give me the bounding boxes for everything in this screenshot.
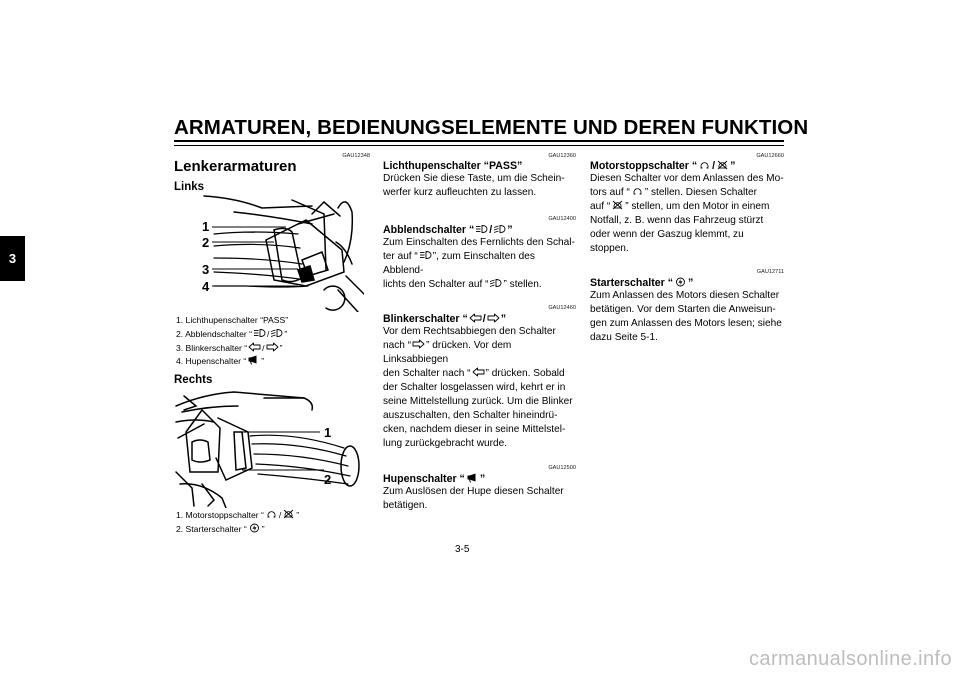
- section-text: Vor dem Rechtsabbiegen den Schalter nach “ ” drücken. Vor dem Linksabbiegen den Schalter nach “ ” drücken. Sobald der Schalter losgelassen wird, kehrt er in seine Mittelstellung zurück. Um die Blinker auszuschalten, den Schalter hineindrü-cken, nachdem dieser in seine Mittelstel-lung zurückgebracht wurde.: [383, 326, 573, 449]
- caption-4: 4. Hupenschalter “ ”: [176, 356, 265, 366]
- starter-icon: [248, 523, 261, 533]
- turn-left-icon: [469, 313, 482, 323]
- section-code: GAU12711: [756, 269, 784, 276]
- callout-3: 3: [202, 262, 210, 277]
- engine-stop-icon: [282, 509, 295, 519]
- section-heading: Lichthupenschalter “PASS”: [383, 160, 523, 172]
- section-code: GAU12660: [756, 153, 784, 159]
- engine-run-icon: [698, 160, 711, 170]
- low-beam-icon: [493, 224, 506, 234]
- turn-left-icon: [472, 367, 485, 377]
- section-code: GAU12348: [342, 153, 370, 159]
- engine-run-icon: [631, 186, 644, 196]
- section-heading: Blinkerschalter “ / ”: [383, 313, 507, 326]
- left-handlebar-illustration: [174, 194, 364, 312]
- turn-right-icon: [487, 313, 500, 323]
- callout-4: 4: [202, 279, 210, 294]
- section-heading: Lenkerarmaturen: [174, 158, 297, 175]
- section-code: GAU12360: [548, 153, 576, 159]
- starter-icon: [674, 277, 687, 287]
- caption-r2: 2. Starterschalter “ ”: [176, 524, 265, 534]
- section-code: GAU12400: [548, 215, 576, 222]
- turn-right-icon: [266, 342, 279, 352]
- turn-right-icon: [412, 339, 425, 349]
- title-subrule: [174, 145, 784, 146]
- section-code: GAU12500: [548, 464, 576, 471]
- links-label: Links: [174, 181, 205, 193]
- right-handlebar-illustration: [174, 388, 364, 508]
- low-beam-icon: [270, 328, 283, 338]
- section-heading: Starterschalter “ ”: [590, 277, 694, 290]
- section-text: Diesen Schalter vor dem Anlassen des Mo- tors auf “ ” stellen. Diesen Schalter auf “ ” stellen, um den Motor in einem Notfall, z. B. wenn das Fahrzeug stürzt oder wenn der Gaszug klemmt, zu stoppen.: [590, 173, 784, 254]
- section-text: Drücken Sie diese Taste, um die Schein-werfer kurz aufleuchten zu lassen.: [383, 173, 565, 198]
- turn-left-icon: [248, 342, 261, 352]
- low-beam-icon: [489, 278, 502, 288]
- page-number: 3-5: [455, 544, 470, 555]
- footer-watermark: carmanualsonline.info: [749, 648, 952, 670]
- caption-3: 3. Blinkerschalter “ / ”: [176, 343, 283, 353]
- high-beam-icon: [253, 328, 266, 338]
- engine-stop-icon: [611, 200, 624, 210]
- section-text: Zum Anlassen des Motors diesen Schalter betätigen. Vor dem Starten die Anweisun-gen zum Anlassen des Motors lesen; siehe dazu Seite 5-1.: [590, 290, 782, 344]
- high-beam-icon: [475, 224, 488, 234]
- caption-1: 1. Lichthupenschalter “PASS”: [176, 315, 289, 325]
- horn-icon: [247, 355, 260, 365]
- caption-r1: 1. Motorstoppschalter “ / ”: [176, 510, 300, 520]
- caption-2: 2. Abblendschalter “ / ”: [176, 329, 288, 339]
- callout-2: 2: [202, 235, 210, 250]
- engine-run-icon: [265, 509, 278, 519]
- section-text: Zum Auslösen der Hupe diesen Schalter betätigen.: [383, 485, 564, 511]
- callout-1: 1: [202, 219, 210, 234]
- section-text: Zum Einschalten des Fernlichts den Schal- ter auf “ ”, zum Einschalten des Abblend- lichts den Schalter auf “ ” stellen.: [383, 236, 575, 290]
- section-heading: Abblendschalter “ / ”: [383, 223, 513, 236]
- callout-r1: 1: [324, 425, 332, 440]
- middle-column: [383, 153, 576, 512]
- chapter-tab: 3: [0, 236, 25, 281]
- engine-stop-icon: [716, 160, 729, 170]
- high-beam-icon: [419, 250, 432, 260]
- callout-r2: 2: [324, 472, 332, 487]
- rechts-label: Rechts: [174, 374, 213, 386]
- section-heading: Motorstoppschalter “ / ”: [590, 160, 736, 172]
- horn-icon: [466, 473, 479, 483]
- right-column: [590, 153, 784, 345]
- section-heading: Hupenschalter “ ”: [383, 472, 486, 485]
- title-rule: [174, 140, 784, 142]
- page-title: ARMATUREN, BEDIENUNGSELEMENTE UND DEREN FUNKTION: [174, 116, 809, 139]
- section-code: GAU12460: [548, 305, 576, 312]
